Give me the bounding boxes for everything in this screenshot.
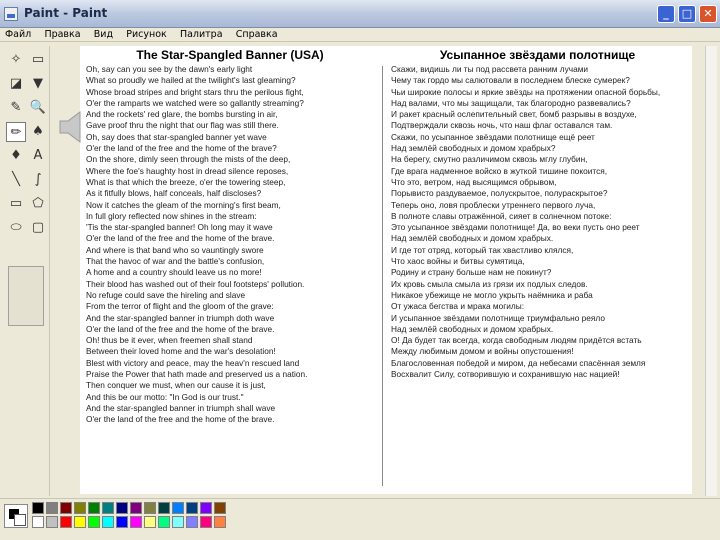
palette-swatch[interactable]: [158, 516, 170, 528]
palette-swatch[interactable]: [158, 502, 170, 514]
russian-line: Над землёй свободных и домом храбрых.: [391, 233, 554, 244]
palette-swatch[interactable]: [144, 502, 156, 514]
palette-swatch[interactable]: [74, 516, 86, 528]
english-line: Between their loved home and the war's desolation!: [86, 346, 276, 357]
russian-line: Что хаос войны и битвы сумятица,: [391, 256, 525, 267]
rectangle-icon[interactable]: ▭: [9, 196, 23, 211]
russian-line: Чьи широкие полосы и яркие звёзды на протяжении опасной борьбы,: [391, 86, 661, 97]
russian-line: И ракет красный ослепительный свет, бомб разрывы в воздухе,: [391, 109, 637, 120]
russian-line: Что это, ветром, над высящимся обрывом,: [391, 176, 557, 187]
palette-swatch[interactable]: [102, 502, 114, 514]
tool-options-panel[interactable]: [8, 266, 44, 326]
rounded-rect-icon[interactable]: ▢: [31, 220, 45, 235]
russian-line: Благословенная победой и миром, да небесами спасённая земля: [391, 357, 646, 368]
palette-swatch[interactable]: [32, 502, 44, 514]
palette-swatch[interactable]: [130, 502, 142, 514]
line-icon[interactable]: ╲: [12, 172, 20, 187]
brush-icon[interactable]: ♠: [32, 124, 44, 139]
palette-swatch[interactable]: [130, 516, 142, 528]
english-line: On the shore, dimly seen through the mists of the deep,: [86, 154, 291, 165]
english-line: Their blood has washed out of their foul footsteps' pollution.: [86, 278, 305, 289]
english-line: Praise the Power that hath made and preserved us a nation.: [86, 369, 308, 380]
russian-line: Порывисто раздуваемое, полускрытое, полураскрытое?: [391, 188, 608, 199]
palette-swatch[interactable]: [32, 516, 44, 528]
palette-swatch[interactable]: [116, 516, 128, 528]
english-line: O'er the land of the free and the home of the brave.: [86, 233, 275, 244]
russian-line: Над валами, что мы защищали, так благородно развевались?: [391, 97, 631, 108]
palette-swatch[interactable]: [214, 516, 226, 528]
palette-swatch[interactable]: [46, 502, 58, 514]
eraser-icon[interactable]: ◪: [9, 76, 23, 91]
russian-line: Чему так гордо мы салютовали в последнем блеске сумерек?: [391, 75, 630, 86]
menu-image[interactable]: Рисунок: [126, 29, 167, 40]
palette-swatch[interactable]: [144, 516, 156, 528]
russian-heading: Усыпанное звёздами полотнище: [439, 48, 636, 62]
english-line: Then conquer we must, when our cause it is just,: [86, 380, 266, 391]
russian-line: Скажи, видишь ли ты под рассвета ранним лучами: [391, 64, 589, 74]
english-line: A home and a country should leave us no more!: [86, 267, 262, 278]
english-line: As it fitfully blows, half conceals, half discloses?: [86, 188, 262, 199]
background-color[interactable]: [14, 514, 26, 526]
palette-swatch[interactable]: [214, 502, 226, 514]
russian-line: Это усыпанное звёздами полотнище! Да, во веки пусть оно реет: [391, 222, 640, 233]
palette-swatch[interactable]: [200, 502, 212, 514]
menu-file[interactable]: Файл: [5, 29, 32, 40]
english-line: And the rockets' red glare, the bombs bursting in air,: [86, 109, 278, 120]
airbrush-icon[interactable]: ♦: [10, 148, 22, 163]
vertical-scrollbar[interactable]: [705, 46, 717, 496]
english-line: From the terror of flight and the gloom of the grave:: [86, 301, 274, 312]
palette-swatch[interactable]: [60, 502, 72, 514]
paint-app-icon: [4, 7, 18, 21]
russian-line: И где тот отряд, который так хвастливо клялся,: [391, 244, 574, 255]
palette-swatch[interactable]: [116, 502, 128, 514]
palette-swatch[interactable]: [172, 516, 184, 528]
russian-line: Теперь оно, ловя проблески утреннего первого луча,: [391, 199, 596, 210]
magnifier-icon[interactable]: 🔍: [29, 100, 47, 115]
maximize-button[interactable]: □: [678, 5, 696, 23]
english-line: 'Tis the star-spangled banner! Oh long may it wave: [86, 222, 273, 233]
palette-swatch[interactable]: [102, 516, 114, 528]
speaker-icon[interactable]: [58, 110, 88, 144]
russian-line: О! Да будет так всегда, когда свободным людям придётся встать: [391, 335, 642, 346]
polygon-icon[interactable]: ⬠: [32, 196, 44, 211]
russian-line: Над землёй свободных и домом храбрых.: [391, 323, 554, 334]
free-select-icon[interactable]: ✧: [10, 52, 22, 67]
window-title: Paint - Paint: [24, 6, 108, 20]
english-line: What is that which the breeze, o'er the towering steep,: [86, 176, 286, 187]
russian-line: И усыпанное звёздами полотнище триумфально реяло: [391, 312, 605, 323]
english-line: Oh, say does that star-spangled banner yet wave: [86, 131, 267, 142]
russian-line: Где врага надменное войско в жуткой тишине покоится,: [391, 165, 608, 176]
russian-line: Никакое убежище не могло укрыть наёмника и раба: [391, 289, 593, 300]
russian-line: Родину и страну больше нам не покинут?: [391, 267, 552, 278]
menu-view[interactable]: Вид: [93, 29, 114, 40]
minimize-button[interactable]: _: [657, 5, 675, 23]
curve-icon[interactable]: ∫: [34, 172, 42, 187]
english-line: O'er the ramparts we watched were so gallantly streaming?: [86, 97, 304, 108]
english-line: O'er the land of the free and the home of the brave.: [86, 414, 275, 425]
toolbox: [2, 46, 50, 496]
english-column: [80, 46, 380, 426]
palette-swatch[interactable]: [46, 516, 58, 528]
russian-line: Между любимым домом и войны опустошения!: [391, 346, 574, 357]
russian-line: Над землёй свободных и домом храбрых?: [391, 143, 556, 154]
english-line: Whose broad stripes and bright stars thru the perilous fight,: [86, 86, 304, 97]
english-line: In full glory reflected now shines in the stream:: [86, 210, 257, 221]
palette-swatch[interactable]: [200, 516, 212, 528]
close-button[interactable]: ✕: [699, 5, 717, 23]
english-line: Now it catches the gleam of the morning's first beam,: [86, 199, 281, 210]
palette-swatch[interactable]: [186, 516, 198, 528]
menu-edit[interactable]: Правка: [44, 29, 81, 40]
english-line: Oh! thus be it ever, when freemen shall stand: [86, 335, 253, 346]
palette-swatch[interactable]: [88, 502, 100, 514]
ellipse-icon[interactable]: ⬭: [10, 220, 22, 235]
color-picker-icon[interactable]: ✎: [10, 100, 22, 115]
russian-line: В полноте славы отражённой, сияет в солнечном потоке:: [391, 210, 612, 221]
english-line: And the star-spangled banner in triumph shall wave: [86, 402, 276, 413]
english-line: O'er the land of the free and the home of the brave?: [86, 143, 277, 154]
palette-swatch[interactable]: [186, 502, 198, 514]
english-line: That the havoc of war and the battle's confusion,: [86, 256, 265, 267]
text-icon[interactable]: A: [33, 148, 43, 163]
current-colors[interactable]: [4, 504, 28, 528]
russian-line: На берегу, смутно различимом сквозь мглу глубин,: [391, 154, 588, 165]
menu-bar: [0, 28, 720, 42]
column-divider: [382, 66, 383, 486]
english-line: No refuge could save the hireling and slave: [86, 289, 246, 300]
russian-line: Подтверждали сквозь ночь, что наш флаг оставался там.: [391, 120, 613, 131]
title-bar: [0, 0, 720, 28]
russian-line: Восхвалит Силу, сотворившую и сохранившую нас нацией!: [391, 369, 620, 380]
palette-swatch[interactable]: [88, 516, 100, 528]
russian-line: Скажи, по усыпанное звёздами полотнище ещё реет: [391, 131, 595, 142]
russian-column: [385, 46, 690, 380]
menu-help[interactable]: Справка: [235, 29, 278, 40]
fill-icon[interactable]: ▼: [33, 76, 43, 91]
english-line: Blest with victory and peace, may the heav'n rescued land: [86, 357, 300, 368]
palette-swatch[interactable]: [172, 502, 184, 514]
english-heading: The Star-Spangled Banner (USA): [136, 48, 324, 62]
english-line: And this be our motto: "In God is our trust.": [86, 391, 244, 402]
english-line: What so proudly we hailed at the twilight's last gleaming?: [86, 75, 296, 86]
palette-swatch[interactable]: [74, 502, 86, 514]
english-line: Oh, say can you see by the dawn's early light: [86, 64, 253, 74]
english-line: And where is that band who so vauntingly swore: [86, 244, 264, 255]
english-line: Where the foe's haughty host in dread silence reposes,: [86, 165, 289, 176]
rect-select-icon[interactable]: ▭: [31, 52, 45, 67]
palette-swatch[interactable]: [60, 516, 72, 528]
english-line: And the star-spangled banner in triumph doth wave: [86, 312, 275, 323]
russian-line: От ужаса бегства и мрака могилы:: [391, 301, 525, 312]
english-line: O'er the land of the free and the home of the brave.: [86, 323, 275, 334]
russian-line: Их кровь смыла смыла из грязи их подлых следов.: [391, 278, 588, 289]
drawing-canvas[interactable]: [80, 46, 692, 494]
pencil-icon[interactable]: ✏: [6, 122, 26, 142]
english-line: Gave proof thru the night that our flag was still there.: [86, 120, 279, 131]
menu-colors[interactable]: Палитра: [179, 29, 223, 40]
